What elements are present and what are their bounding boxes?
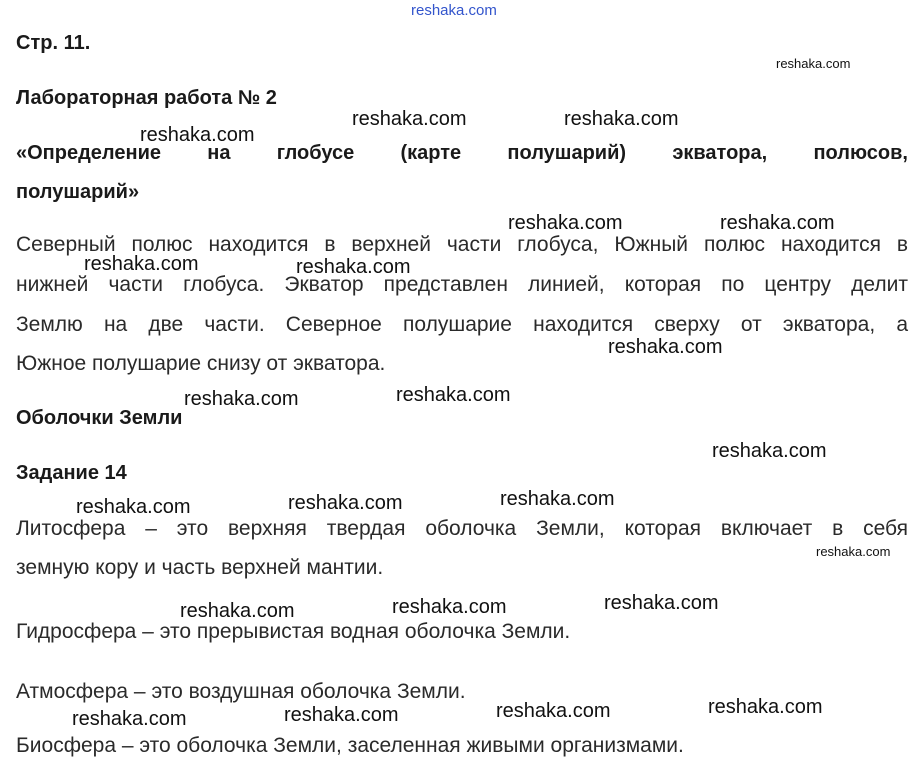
watermark: reshaka.com xyxy=(180,600,295,622)
paragraph-line: нижней части глобуса. Экватор представлен линией, которая по центру делит xyxy=(16,273,908,296)
paragraph-line: Северный полюс находится в верхней части глобуса, Южный полюс находится в xyxy=(16,233,908,256)
lithosphere-line: Литосфера – это верхняя твердая оболочка Земли, которая включает в себя xyxy=(16,517,908,540)
watermark: reshaka.com xyxy=(396,384,511,406)
page-label: Стр. 11. xyxy=(16,32,91,54)
task-title: Задание 14 xyxy=(16,462,127,484)
watermark: reshaka.com xyxy=(776,56,851,71)
section-title: Оболочки Земли xyxy=(16,407,183,429)
watermark: reshaka.com xyxy=(184,388,299,410)
atmosphere-text: Атмосфера – это воздушная оболочка Земли. xyxy=(16,680,466,703)
lithosphere-line: земную кору и часть верхней мантии. xyxy=(16,556,384,579)
paragraph-line: Землю на две части. Северное полушарие находится сверху от экватора, а xyxy=(16,313,908,336)
hydrosphere-text: Гидросфера – это прерывистая водная оболочка Земли. xyxy=(16,620,571,643)
watermark: reshaka.com xyxy=(296,256,411,278)
watermark: reshaka.com xyxy=(284,704,399,726)
biosphere-text: Биосфера – это оболочка Земли, заселенная живыми организмами. xyxy=(16,734,684,757)
watermark: reshaka.com xyxy=(712,440,827,462)
watermark: reshaka.com xyxy=(816,544,891,559)
paragraph-line: Южное полушарие снизу от экватора. xyxy=(16,352,386,375)
watermark: reshaka.com xyxy=(608,336,723,358)
watermark: reshaka.com xyxy=(496,700,611,722)
watermark: reshaka.com xyxy=(392,596,507,618)
watermark: reshaka.com xyxy=(140,124,255,146)
lab-title: Лабораторная работа № 2 xyxy=(16,87,277,109)
watermark: reshaka.com xyxy=(288,492,403,514)
watermark: reshaka.com xyxy=(508,212,623,234)
watermark: reshaka.com xyxy=(708,696,823,718)
watermark: reshaka.com xyxy=(72,708,187,730)
watermark: reshaka.com xyxy=(411,2,497,19)
watermark: reshaka.com xyxy=(564,108,679,130)
watermark: reshaka.com xyxy=(352,108,467,130)
watermark: reshaka.com xyxy=(720,212,835,234)
watermark: reshaka.com xyxy=(500,488,615,510)
lab-subtitle-line-1: «Определение на глобусе (карте полушарий) экватора, полюсов, xyxy=(16,142,908,164)
watermark: reshaka.com xyxy=(84,253,199,275)
watermark: reshaka.com xyxy=(76,496,191,518)
watermark: reshaka.com xyxy=(604,592,719,614)
lab-subtitle-line-2: полушарий» xyxy=(16,181,140,203)
